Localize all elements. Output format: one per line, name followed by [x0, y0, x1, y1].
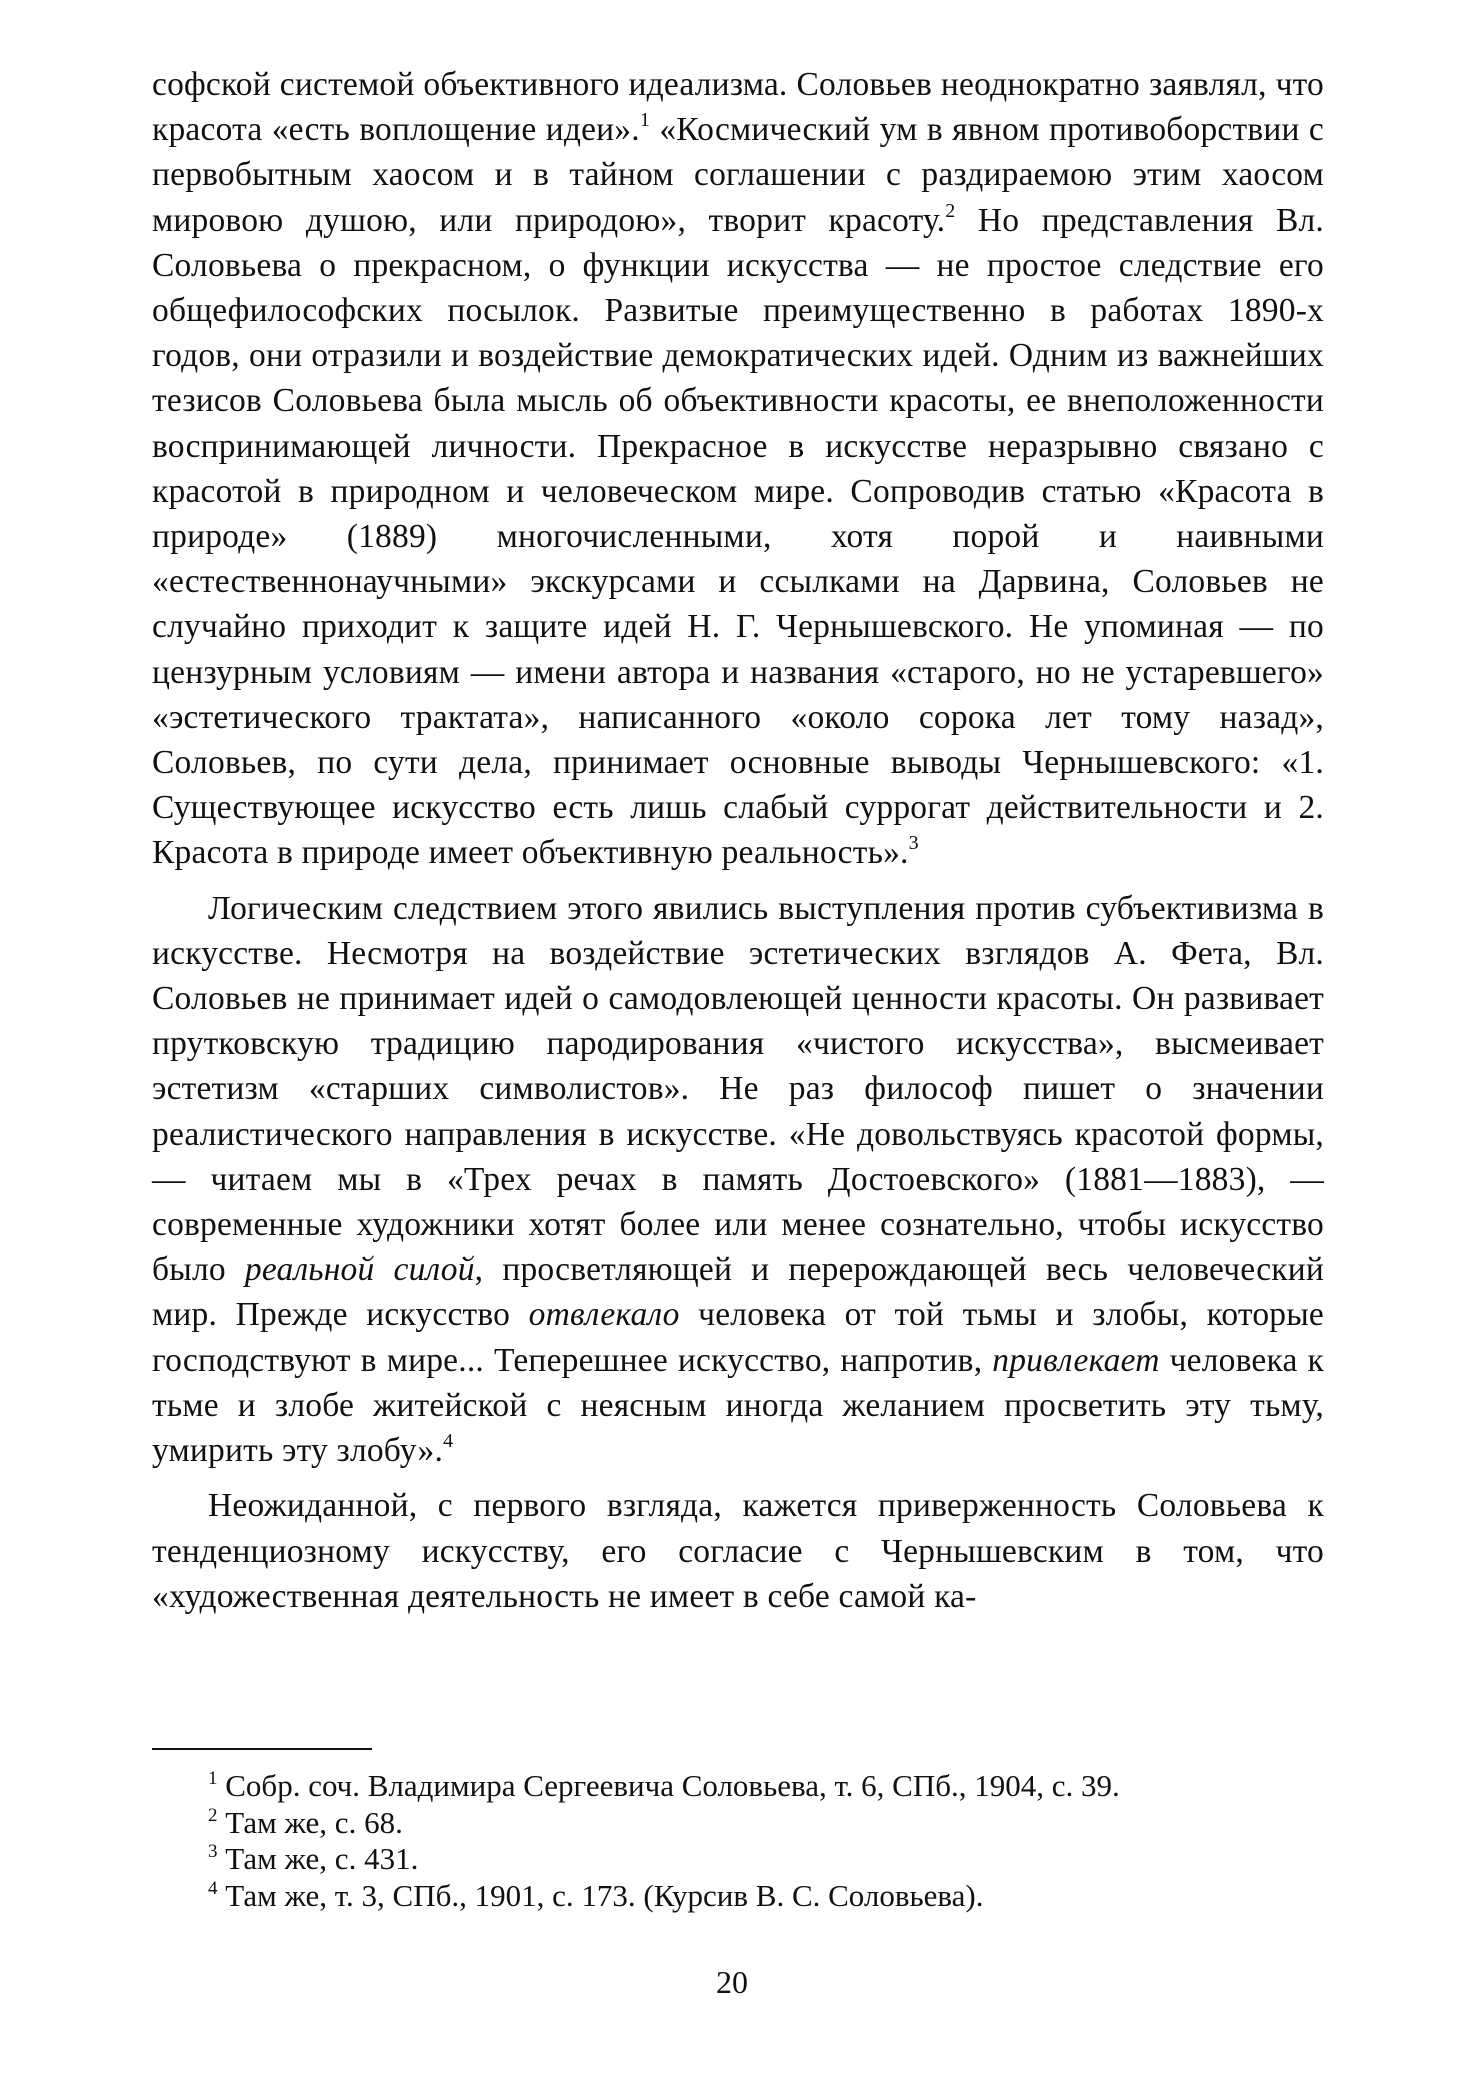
footnote-4-number: 4: [208, 1877, 218, 1899]
footnote-1-number: 1: [208, 1768, 218, 1789]
paragraph-2: [152, 886, 1324, 1474]
footnote-3: [152, 1841, 1324, 1878]
paragraph-1: [152, 62, 1324, 876]
page-number: 20: [716, 1964, 748, 2000]
page-content: [152, 62, 1324, 1619]
italic-real-force: реальной силой: [244, 1251, 475, 1289]
footnote-2: [152, 1805, 1324, 1842]
footnote-ref-3: 3: [908, 832, 919, 855]
body-text: [152, 62, 1324, 1619]
footnote-ref-4: 4: [443, 1430, 454, 1453]
footnote-4-text: Там же, т. 3, СПб., 1901, с. 173. (Курсив В. С. Соловьева).: [217, 1877, 984, 1913]
paragraph-3: [152, 1483, 1324, 1619]
paragraph-2-text-c: человека от той тьмы и злобы, которые господствуют в мире... Теперешнее искусство, напротив,: [152, 1296, 1325, 1379]
footnote-3-number: 3: [208, 1841, 218, 1862]
footnote-3-text: Там же, с. 431.: [217, 1841, 419, 1876]
italic-distracted: отвлекало: [528, 1296, 680, 1334]
italic-attracts: привлекает: [992, 1341, 1160, 1379]
paragraph-2-text-d: человека к тьме и злобе житейской с неясным иногда желанием просветить эту тьму, умирить эту злобу».: [152, 1341, 1324, 1470]
footnote-2-number: 2: [208, 1804, 218, 1826]
paragraph-2-text-a: Логическим следствием этого явились выступления против субъективизма в искусстве. Несмотря на воздействие эстетических взглядов А. Фета, Вл. Соловьев не принимает идей о самодовлеющей ценности красоты. Он развивает прутковскую традицию пародирования «чистого искусства», высмеивает эстетизм «старших символистов». Не раз философ пишет о значении реалистического направления в искусстве. «Не довольствуясь красотой формы, — читаем мы в «Трех речах в память Достоевского» (1881—1883), — современные художники хотят более или менее сознательно, чтобы искусство было: [152, 889, 1324, 1289]
paragraph-1-text-b: «Космический ум в явном противоборствии с первобытным хаосом и в тайном соглашении с раздираемою этим хаосом мировою душою, или природою», творит красоту.: [152, 111, 1324, 239]
footnotes: [152, 1768, 1324, 1914]
paragraph-1-text-c: Но представления Вл. Соловьева о прекрасном, о функции искусства — не простое следствие его общефилософских посылок. Развитые преимущественно в работах 1890-х годов, они отразили и воздействие демократических идей. Одним из важнейших тезисов Соловьева была мысль об объективности красоты, ее внеположенности воспринимающей личности. Прекрасное в искусстве неразрывно связано с красотой в природном и человеческом мире. Сопроводив статью «Красота в природе» (1889) многочисленными, хотя порой и наивными «естественнонаучными» экскурсами и ссылками на Дарвина, Соловьев не случайно приходит к защите идей Н. Г. Чернышевского. Не упоминая — по цензурным условиям — имени автора и названия «старого, но не устаревшего» «эстетического трактата», написанного «около сорока лет тому назад», Соловьев, по сути дела, принимает основные выводы Чернышевского: «1. Существующее искусство есть лишь слабый суррогат действительности и 2. Красота в природе имеет объективную реальность».: [152, 201, 1324, 872]
paragraph-2-text-b: , просветляющей и перерождающей весь человеческий мир. Прежде искусство: [152, 1251, 1324, 1334]
footnote-4: [152, 1878, 1324, 1915]
footnote-1-text: Собр. соч. Владимира Сергеевича Соловьева, т. 6, СПб., 1904, с. 39.: [217, 1768, 1120, 1803]
paragraph-1-text-a: софской системой объективного идеализма. Соловьев неоднократно заявлял, что красота «есть воплощение идеи».: [152, 66, 1324, 149]
footnote-1: [152, 1768, 1324, 1805]
footnote-ref-2: 2: [945, 199, 956, 222]
footnote-2-text: Там же, с. 68.: [217, 1804, 403, 1840]
footnote-divider: [152, 1748, 372, 1750]
paragraph-3-text: Неожиданной, с первого взгляда, кажется приверженность Соловьева к тенденциозному искусству, его согласие с Чернышевским в том, что «художественная деятельность не имеет в себе самой ка-: [152, 1487, 1324, 1615]
footnote-ref-1: 1: [639, 109, 651, 132]
